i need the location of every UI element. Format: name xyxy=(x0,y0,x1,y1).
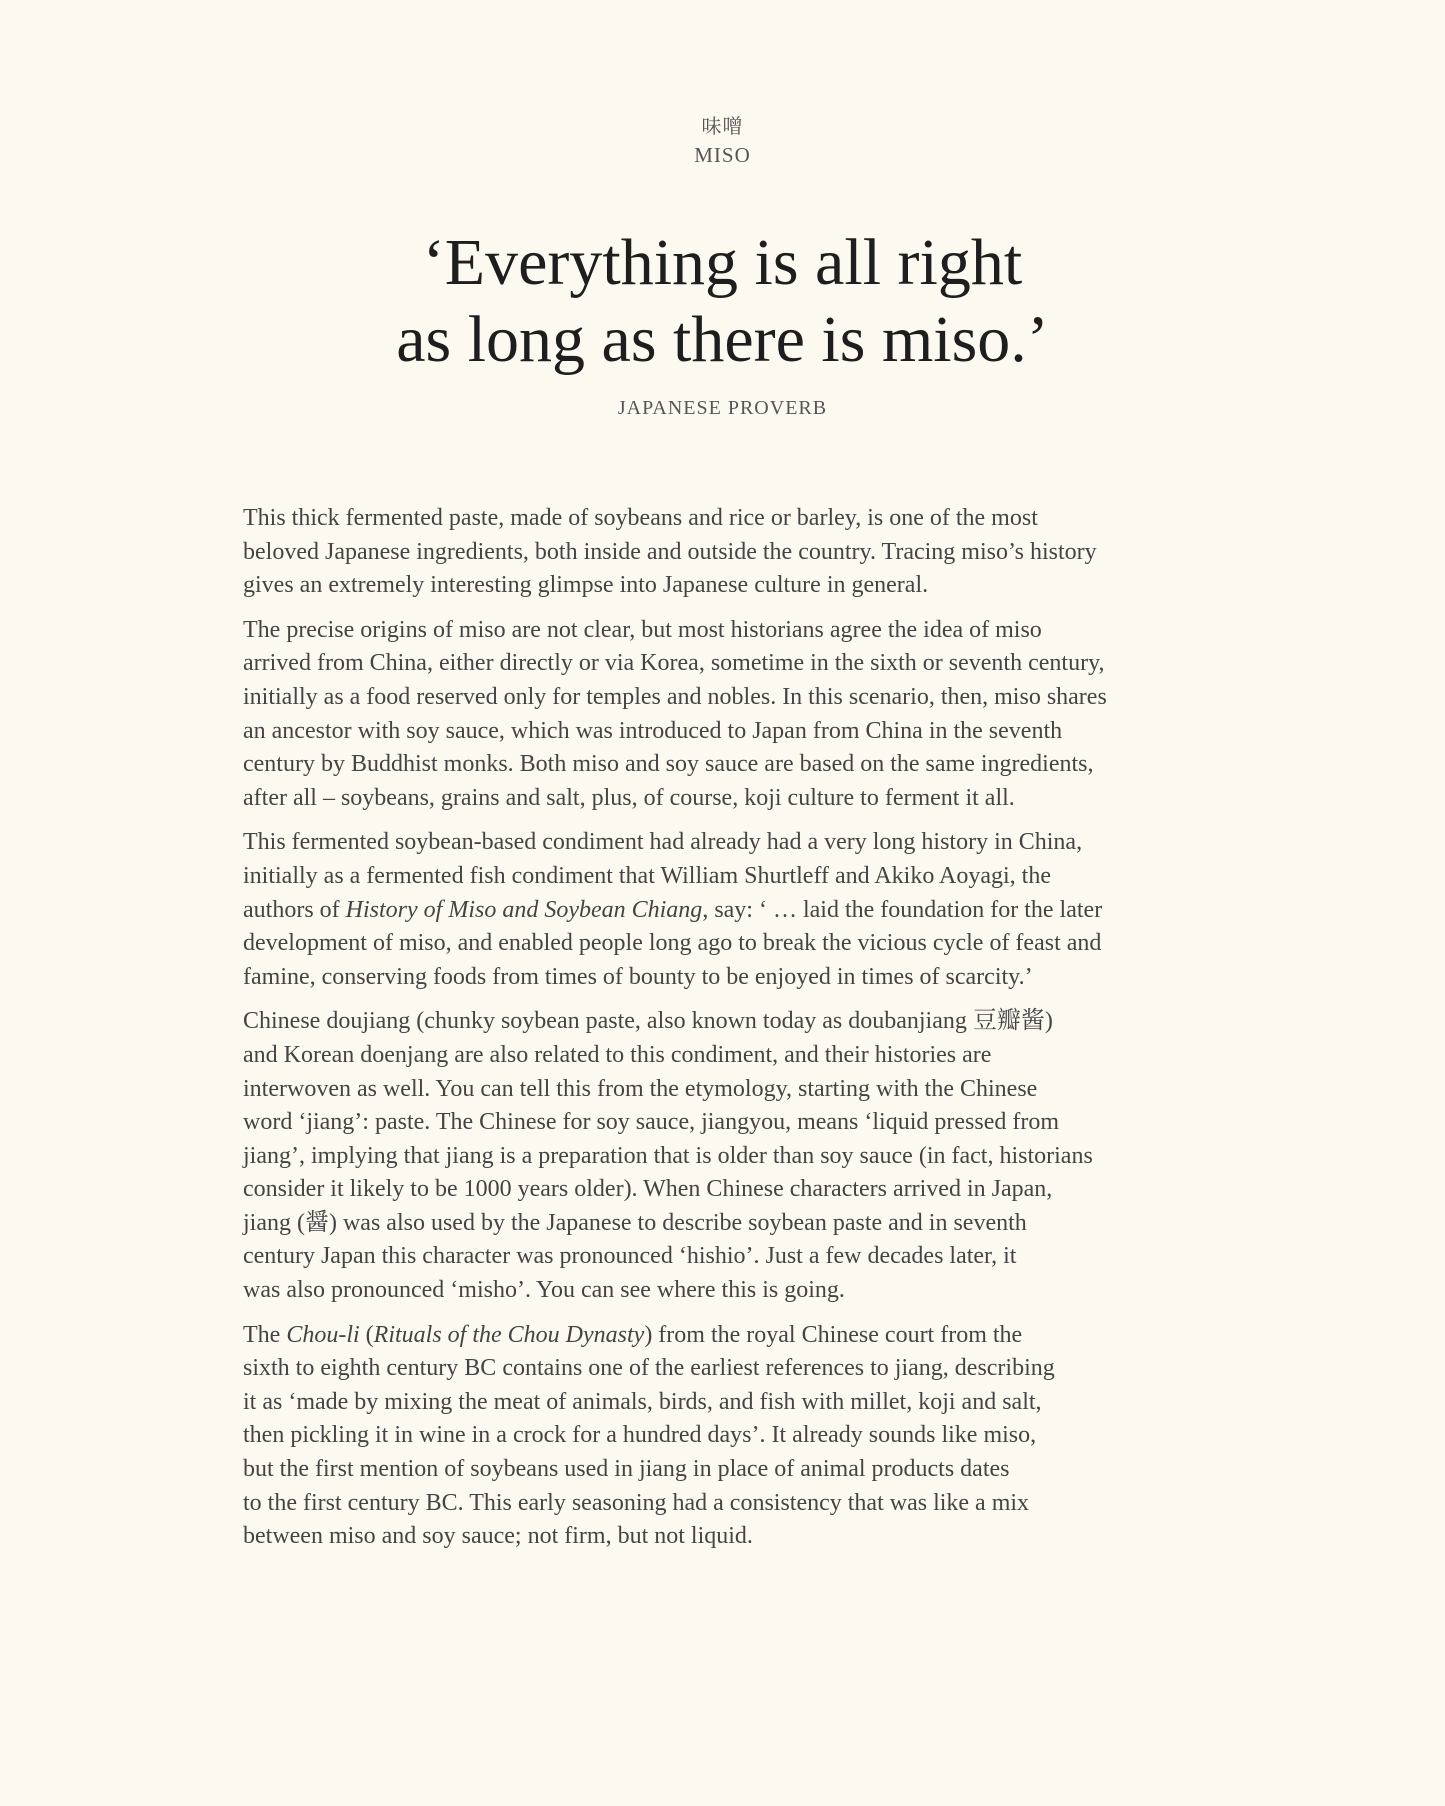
text-line: development of miso, and enabled people long ago to break the vicious cycle of feast and xyxy=(243,930,1102,957)
epigraph-quote xyxy=(0,224,1445,378)
text-line: The precise origins of miso are not clear, but most historians agree the idea of miso xyxy=(243,616,1042,643)
chapter-title: MISO xyxy=(694,143,751,167)
paragraph-4 xyxy=(243,1005,1208,1307)
text-line: interwoven as well. You can tell this from the etymology, starting with the Chinese xyxy=(243,1075,1038,1102)
text-segment: authors of xyxy=(243,896,346,923)
text-line: was also pronounced ‘misho’. You can see where this is going. xyxy=(243,1277,845,1304)
text-line: then pickling it in wine in a crock for a hundred days’. It already sounds like miso, xyxy=(243,1422,1037,1449)
text-line: but the first mention of soybeans used in jiang in place of animal products dates xyxy=(243,1456,1010,1483)
text-line: consider it likely to be 1000 years older). When Chinese characters arrived in Japan, xyxy=(243,1176,1053,1203)
quote-attribution: JAPANESE PROVERB xyxy=(617,397,828,419)
text-line xyxy=(243,1319,1208,1353)
text-line: Chinese doujiang (chunky soybean paste, also known today as doubanjiang 豆瓣酱) xyxy=(243,1008,1053,1035)
text-line: word ‘jiang’: paste. The Chinese for soy sauce, jiangyou, means ‘liquid pressed from xyxy=(243,1109,1060,1136)
quote-line-2: as long as there is miso.’ xyxy=(396,303,1049,376)
text-line xyxy=(243,894,1208,928)
paragraph-5 xyxy=(243,1319,1208,1554)
text-line: it as ‘made by mixing the meat of animals, birds, and fish with millet, koji and salt, xyxy=(243,1388,1042,1415)
paragraph-2 xyxy=(243,614,1208,816)
text-segment: ( xyxy=(359,1321,374,1348)
book-subtitle: Rituals of the Chou Dynasty xyxy=(373,1321,645,1348)
text-line: arrived from China, either directly or via Korea, sometime in the sixth or seventh century, xyxy=(243,650,1105,677)
text-line: century Japan this character was pronounced ‘hishio’. Just a few decades later, it xyxy=(243,1243,1017,1270)
text-line: sixth to eighth century BC contains one of the earliest references to jiang, describing xyxy=(243,1355,1055,1382)
quote-line-1: ‘Everything is all right xyxy=(422,226,1023,299)
text-line: and Korean doenjang are also related to this condiment, and their histories are xyxy=(243,1041,992,1068)
text-line: jiang (醤) was also used by the Japanese to describe soybean paste and in seventh xyxy=(243,1209,1027,1236)
text-line: initially as a fermented fish condiment that William Shurtleff and Akiko Aoyagi, the xyxy=(243,862,1051,889)
text-line: between miso and soy sauce; not firm, but not liquid. xyxy=(243,1523,753,1550)
text-line: famine, conserving foods from times of bounty to be enjoyed in times of scarcity.’ xyxy=(243,963,1033,990)
text-line: gives an extremely interesting glimpse into Japanese culture in general. xyxy=(243,572,929,599)
text-line: after all – soybeans, grains and salt, plus, of course, koji culture to ferment it all. xyxy=(243,784,1015,811)
text-line: century by Buddhist monks. Both miso and soy sauce are based on the same ingredients, xyxy=(243,751,1094,778)
chapter-kanji: 味噌 xyxy=(701,114,744,138)
book-title: History of Miso and Soybean Chiang xyxy=(345,896,703,923)
text-line: beloved Japanese ingredients, both inside and outside the country. Tracing miso’s history xyxy=(243,538,1097,565)
text-segment: ) from the royal Chinese court from the xyxy=(644,1321,1023,1348)
text-line: initially as a food reserved only for temples and nobles. In this scenario, then, miso shares xyxy=(243,683,1107,710)
text-line: to the first century BC. This early seasoning had a consistency that was like a mix xyxy=(243,1489,1030,1516)
text-line: This fermented soybean-based condiment had already had a very long history in China, xyxy=(243,829,1083,856)
text-segment: The xyxy=(243,1321,287,1348)
paragraph-3 xyxy=(243,826,1208,994)
text-line: This thick fermented paste, made of soybeans and rice or barley, is one of the most xyxy=(243,505,1038,531)
text-segment: , say: ‘ … laid the foundation for the later xyxy=(702,896,1103,923)
book-title: Chou-li xyxy=(286,1321,360,1348)
text-line: an ancestor with soy sauce, which was introduced to Japan from China in the seventh xyxy=(243,717,1063,744)
paragraph-1 xyxy=(243,502,1208,603)
text-line: jiang’, implying that jiang is a preparation that is older than soy sauce (in fact, historians xyxy=(243,1142,1093,1169)
body-text xyxy=(243,502,1208,1565)
